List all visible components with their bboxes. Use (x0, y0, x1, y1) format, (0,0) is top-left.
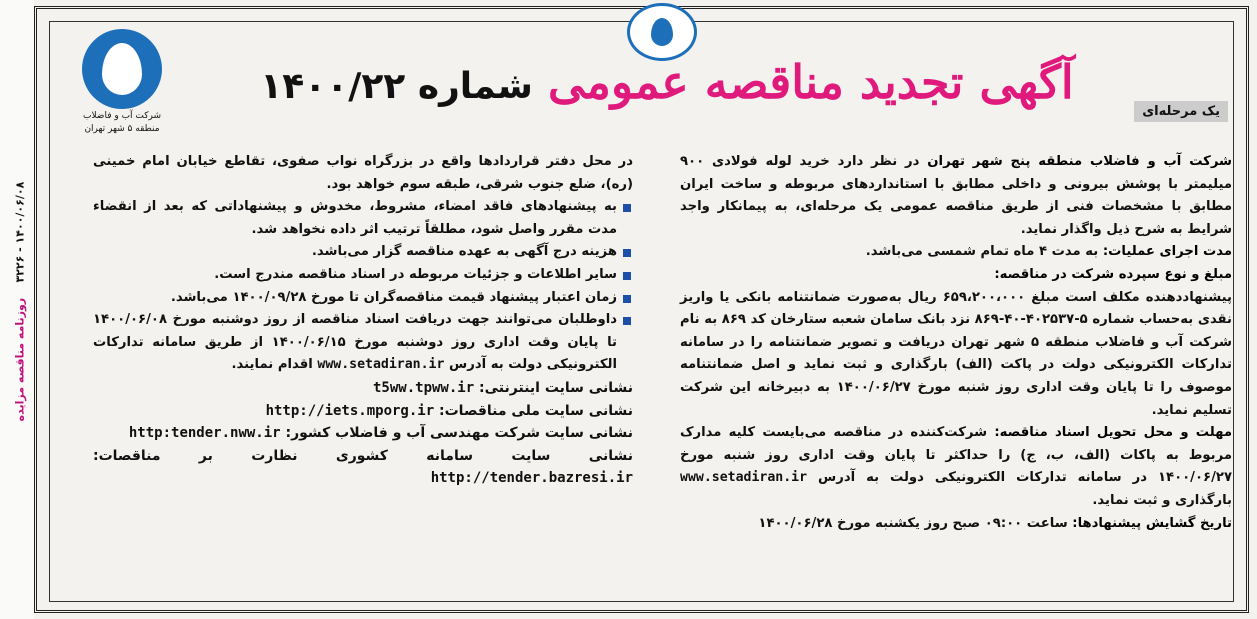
location-paragraph: در محل دفتر قراردادها واقع در بزرگراه نواب صفوی، تقاطع خیابان امام خمینی (ره)، ضلع جنوب شرقی، طبقه سوم خواهد بود. (93, 154, 633, 192)
site-url[interactable]: http://tender.bazresi.ir (430, 470, 633, 487)
bullet-item: هزینه درج آگهی به عهده مناقصه گزار می‌باشد. (93, 241, 633, 264)
publication-label (14, 32, 27, 572)
company-logo-icon (82, 29, 162, 109)
left-column (93, 151, 633, 490)
site-line: نشانی سایت اینترنتی: t5ww.tpww.ir (373, 379, 633, 396)
site-url[interactable]: t5ww.tpww.ir (373, 379, 475, 396)
setadiran-link[interactable]: www.setadiran.ir (317, 357, 445, 373)
site-line: نشانی سایت سامانه کشوری نظارت بر مناقصات: http://tender.bazresi.ir (93, 447, 633, 487)
ad-frame (34, 6, 1249, 613)
opening-paragraph: تاریخ گشایش پیشنهادها: ساعت ۰۹:۰۰ صبح روز یکشنبه مورخ ۱۴۰۰/۰۶/۲۸ (758, 515, 1232, 531)
deposit-paragraph: پیشنهاددهنده مکلف است مبلغ ۶۵۹،۲۰۰،۰۰۰ ریال به‌صورت ضمانتنامه بانکی یا واریز نقدی به‌حساب شماره ۵-۴۰۲۵۳۷-۴۰-۸۶۹ نزد بانک سامان شعبه ستارخان کد ۸۶۹ به نام شرکت آب و فاضلاب منطقه ۵ شهر تهران دریافت و تصویر ضمانتنامه را در سامانه تدارکات الکترونیکی دولت در پاکت (الف) بارگذاری و ثبت نماید و اصل ضمانتنامه موصوف را تا پایان وقت اداری روز شنبه مورخ ۱۴۰۰/۰۶/۲۷ به دبیرخانه این شرکت تسلیم نماید. (680, 289, 1232, 418)
intro-paragraph: شرکت آب و فاضلاب منطقه پنج شهر تهران در نظر دارد خرید لوله فولادی ۹۰۰ میلیمتر با پوشش بیرونی و داخلی مطابق با استانداردهای مربوطه و ساخت ایران مطابق با مشخصات فنی از طریق مناقصه عمومی یک مرحله‌ای، به پیمانکار واجد شرایط به شرح ذیل واگذار نماید. (680, 154, 1232, 237)
site-url[interactable]: http:tender.nww.ir (128, 425, 281, 442)
site-url[interactable]: http://iets.mporg.ir (265, 402, 435, 419)
publication-date-code: ۱۴۰۰/۰۶/۰۸ - ۳۲۲۶ (13, 181, 27, 283)
company-logo (67, 29, 177, 135)
title-text: آگهی تجدید مناقصه عمومی (547, 55, 1074, 109)
site-line: نشانی سایت ملی مناقصات: http://iets.mporg.ir (265, 402, 633, 419)
logo-caption-line1: شرکت آب و فاضلاب (82, 111, 162, 121)
side-strip (0, 0, 34, 619)
download-paragraph: داوطلبان می‌توانند جهت دریافت اسناد مناقصه از روز دوشنبه مورخ ۱۴۰۰/۰۶/۰۸ تا پایان وقت اداری روز دوشنبه مورخ ۱۴۰۰/۰۶/۱۵ از طریق سامانه تدارکات الکترونیکی دولت به آدرس www.setadiran.ir اقدام نمایند. (93, 309, 633, 377)
water-drop-emblem (627, 3, 697, 61)
publication-name: روزنامه مناقصه مزایده (13, 297, 27, 422)
logo-caption-line2: منطقه ۵ شهر تهران (84, 124, 160, 134)
water-drop-icon (651, 18, 673, 46)
bullet-item: به پیشنهادهای فاقد امضاء، مشروط، مخدوش و پیشنهاداتی که بعد از انقضاء مدت مقرر واصل شود، مطلقاً ترتیب اثر داده نخواهد شد. (93, 196, 633, 241)
stage-badge: یک مرحله‌ای (1134, 101, 1228, 122)
setadiran-link[interactable]: www.setadiran.ir (680, 470, 808, 486)
right-column (680, 151, 1232, 535)
duration-paragraph: مدت اجرای عملیات: به مدت ۴ ماه تمام شمسی می‌باشد. (865, 244, 1232, 260)
bullet-item: سایر اطلاعات و جزئیات مربوطه در اسناد مناقصه مندرج است. (93, 264, 633, 287)
delivery-paragraph: مهلت و محل تحویل اسناد مناقصه: شرکت‌کننده در مناقصه می‌بایست کلیه مدارک مربوط به پاکات (الف، ب، ج) را حداکثر تا پایان وقت اداری روز شنبه مورخ ۱۴۰۰/۰۶/۲۷ در سامانه تدارکات الکترونیکی دولت به آدرس www.setadiran.ir بارگذاری و ثبت نماید. (680, 425, 1233, 508)
tender-number: شماره ۱۴۰۰/۲۲ (260, 66, 533, 107)
site-line: نشانی سایت شرکت مهندسی آب و فاضلاب کشور: http:tender.nww.ir (128, 425, 633, 442)
deposit-heading: مبلغ و نوع سپرده شرکت در مناقصه: (994, 266, 1232, 282)
bullet-item: زمان اعتبار پیشنهاد قیمت مناقصه‌گران تا مورخ ۱۴۰۰/۰۹/۲۸ می‌باشد. (93, 287, 633, 310)
page-title (237, 55, 1097, 109)
